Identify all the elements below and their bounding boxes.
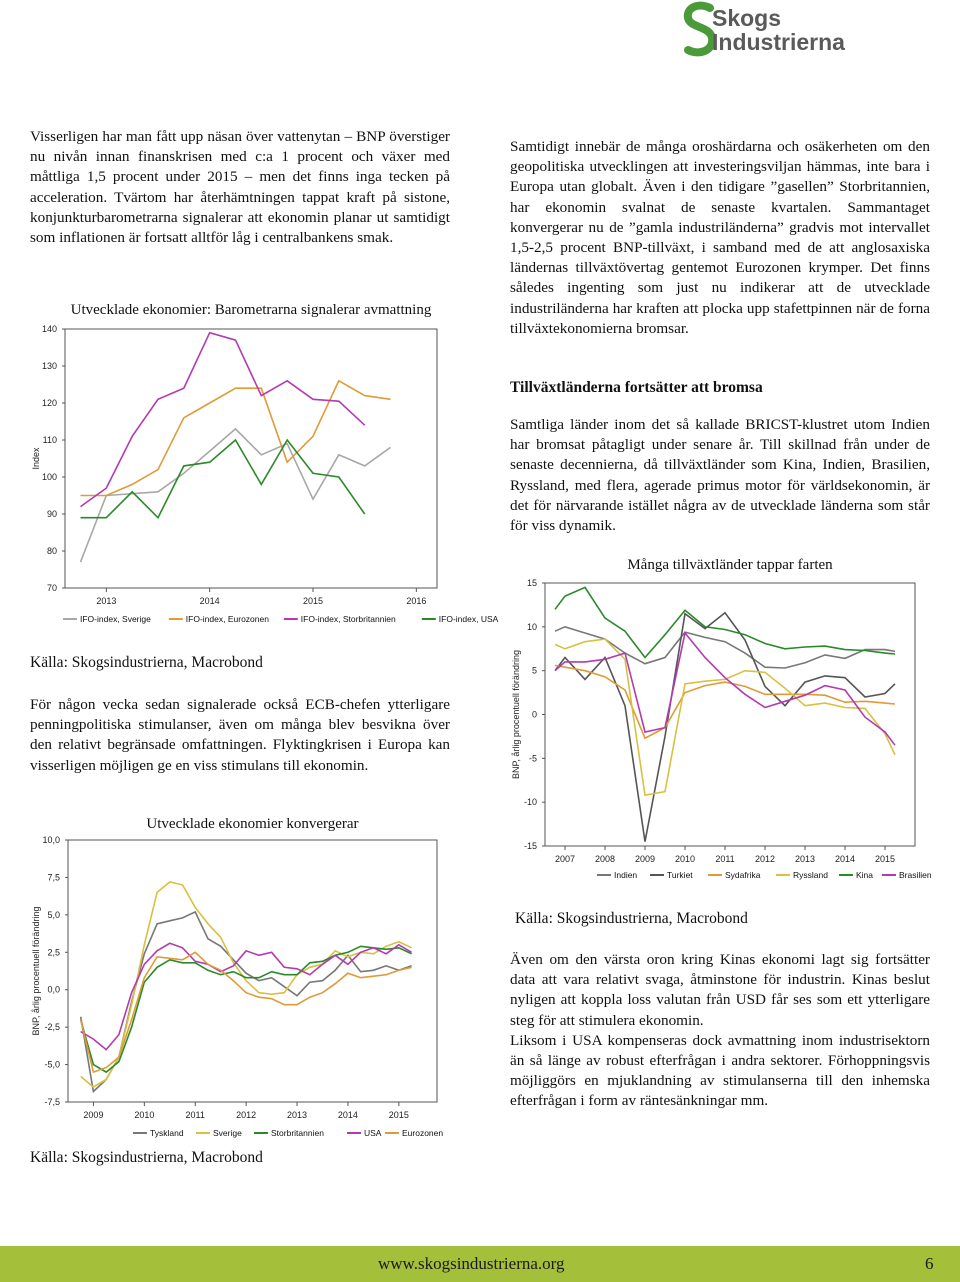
x-tick-label: 2012: [236, 1110, 257, 1120]
left-paragraph-1: Visserligen har man fått upp näsan över vattenytan – BNP överstiger nu nivån innan finanskrisen med c:a 1 procent och växer med måttliga 1,5 procent under 2015 – men det finns inga tecken på acceleration. Tvärtom har återhämtningen tappat kraft på sistone, konjunkturbarometrarna signalerar att ekonomin planar ut samtidigt som inflationen är fortsatt alltför låg i centralbankens smak.: [30, 128, 450, 247]
series-line: [81, 943, 412, 1049]
x-tick-label: 2015: [874, 854, 896, 864]
plot-frame: [68, 840, 437, 1102]
y-tick-label: 120: [41, 398, 57, 408]
legend-label: Eurozonen: [402, 1128, 444, 1138]
y-tick-label: -15: [523, 841, 537, 851]
y-tick-label: -5: [528, 753, 537, 764]
series-line: [81, 429, 391, 562]
y-tick-label: -5,0: [44, 1059, 60, 1070]
legend-label: IFO-index, USA: [438, 614, 499, 624]
series-line: [81, 440, 365, 518]
y-tick-label: 70: [46, 583, 57, 593]
legend-label: Indien: [614, 870, 638, 880]
legend-label: Brasilien: [899, 870, 932, 880]
legend-label: Sverige: [213, 1128, 242, 1138]
x-tick-label: 2013: [96, 596, 117, 606]
chart-title: Utvecklade ekonomier konvergerar: [146, 816, 359, 832]
chart-developed-gdp: [25, 810, 450, 1145]
source-note-3: Källa: Skogsindustrierna, Macrobond: [515, 910, 748, 927]
section-heading: Tillväxtländerna fortsätter att bromsa: [510, 379, 763, 396]
y-tick-label: 15: [526, 578, 537, 588]
legend-label: Tyskland: [150, 1128, 184, 1138]
x-tick-label: 2010: [134, 1110, 155, 1120]
footer-url[interactable]: www.skogsindustrierna.org: [378, 1254, 565, 1273]
x-tick-label: 2009: [634, 854, 656, 864]
right-paragraph-2: Samtliga länder inom det så kallade BRICST-klustret utom Indien har bromsat påtagligt under senare år. Till skillnad från under de senaste decennierna, då tillväxtländer som Kina, Indien, Brasilien, Ryssland, med flera, agerade primus motor för världsekonomin, är det för närvarande istället några av de utvecklade länderna som står för viss dynamik.: [510, 416, 930, 535]
y-tick-label: -7,5: [44, 1097, 60, 1107]
series-line: [555, 613, 895, 842]
x-tick-label: 2015: [302, 596, 324, 606]
chart-legend: [133, 1128, 443, 1138]
y-axis-label: BNP, årlig procentuell förändring: [31, 906, 41, 1036]
y-tick-label: 7,5: [47, 872, 60, 883]
y-tick-label: 10: [526, 621, 537, 632]
plot-frame: [545, 583, 915, 846]
x-tick-label: 2013: [287, 1110, 308, 1120]
x-tick-label: 2008: [594, 854, 616, 864]
chart-legend: [597, 870, 932, 880]
right-paragraph-1: Samtidigt innebär de många oroshärdarna och osäkerheten om den geopolitiska utvecklingen att investeringsviljan hämmas, inte bara i Europa utan globalt. Även i den tidigare ”gasellen” Storbritannien, har ekonomin svalnat de senaste kvartalen. Sammantaget konvergerar nu de ”gamla industriländerna” gradvis mot intervallet 1,5-2,5 procent BNP-tillväxt, i samband med de att anglosaxiska ländernas tillväxtövertag gentemot Eurozonen krymper. Det finns således ingenting som just nu indikerar att de utvecklade industriländerna har kraften att plocka upp stafettpinnen när de forna tillväxtekonomierna bromsar.: [510, 138, 930, 337]
source-note-2: Källa: Skogsindustrierna, Macrobond: [30, 1149, 263, 1166]
series-line: [81, 333, 365, 507]
y-axis-label: Index: [31, 447, 41, 470]
y-tick-label: 10,0: [42, 835, 60, 845]
y-tick-label: -2,5: [44, 1022, 60, 1033]
y-tick-label: 90: [46, 509, 57, 519]
chart-legend: [63, 614, 499, 624]
legend-label: Sydafrika: [725, 870, 761, 880]
x-tick-label: 2012: [754, 854, 776, 864]
x-tick-label: 2013: [794, 854, 816, 864]
legend-label: USA: [364, 1128, 382, 1138]
x-tick-label: 2011: [715, 854, 735, 864]
y-tick-label: 5,0: [47, 909, 60, 920]
y-tick-label: 5: [531, 665, 537, 676]
brand-name: [712, 6, 845, 54]
y-tick-label: 140: [41, 324, 57, 334]
legend-label: Ryssland: [793, 870, 828, 880]
x-tick-label: 2009: [83, 1110, 104, 1120]
brand-line2: Industrierna: [712, 29, 845, 55]
chart-title: Utvecklade ekonomier: Barometrarna signalerar avmattning: [70, 302, 432, 318]
x-tick-label: 2015: [388, 1110, 409, 1120]
legend-label: Turkiet: [667, 870, 693, 880]
y-tick-label: 100: [41, 472, 57, 482]
x-tick-label: 2010: [674, 854, 696, 864]
left-paragraph-2: För någon vecka sedan signalerade också ECB-chefen ytterligare penningpolitiska stimulanser, även om många blev besvikna över den relativt begränsade omfattningen. Flyktingkrisen i Europa kan visserligen möjligen ge en viss stimulans till ekonomin.: [30, 696, 450, 774]
y-tick-label: 0: [531, 709, 537, 720]
y-tick-label: 0,0: [47, 984, 60, 995]
series-line: [555, 587, 895, 657]
y-axis-label: BNP, årlig procentuell förändring: [511, 650, 521, 779]
chart-emerging-gdp: [505, 552, 930, 887]
x-tick-label: 2014: [834, 854, 856, 864]
x-tick-label: 2007: [554, 854, 576, 864]
series-line: [81, 381, 391, 496]
chart-title: Många tillväxtländer tappar farten: [627, 557, 833, 573]
x-tick-label: 2014: [337, 1110, 358, 1120]
series-line: [555, 639, 895, 795]
source-note-1: Källa: Skogsindustrierna, Macrobond: [30, 654, 263, 671]
series-line: [81, 912, 412, 1092]
chart-barometers: [25, 296, 499, 636]
y-tick-label: 80: [46, 546, 57, 556]
series-line: [555, 665, 895, 738]
legend-label: IFO-index, Eurozonen: [185, 614, 269, 624]
page-number: 6: [925, 1254, 934, 1273]
y-tick-label: 130: [41, 361, 57, 371]
x-tick-label: 2011: [185, 1110, 205, 1120]
legend-label: IFO-index, Storbritannien: [300, 614, 396, 624]
legend-label: IFO-index, Sverige: [80, 614, 151, 624]
brand-line1: Skogs: [712, 5, 782, 31]
legend-label: Kina: [856, 870, 874, 880]
legend-label: Storbritannien: [271, 1128, 324, 1138]
x-tick-label: 2014: [199, 596, 220, 606]
x-tick-label: 2016: [406, 596, 427, 606]
series-line: [81, 882, 412, 1087]
y-tick-label: 110: [42, 435, 57, 445]
y-tick-label: 2,5: [47, 947, 60, 958]
y-tick-label: -10: [523, 797, 537, 808]
right-paragraph-3: Även om den värsta oron kring Kinas ekonomi lagt sig fortsätter data att vara relativt svaga, åtminstone för industrin. Kinas beslut nyligen att koppla loss valutan från USD får ses som ett ytterligare steg för att stimulera ekonomin. Liksom i USA kompenseras dock avmattning inom industrisektorn än så länge av robust efterfrågan i andra sektorer. Förhoppningsvis möjliggörs en mjuklandning av stimulanserna till den inhemska efterfrågan i form av räntesänkningar mm.: [510, 951, 930, 1110]
